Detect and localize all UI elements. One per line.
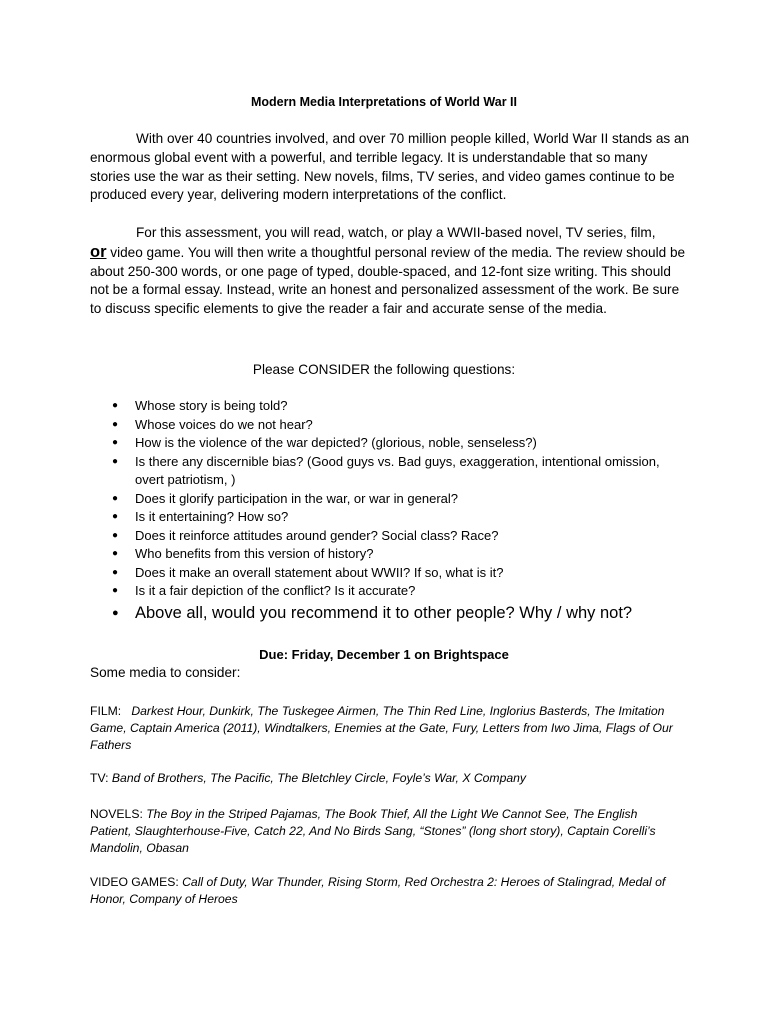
some-media-heading: Some media to consider:	[90, 665, 241, 680]
intro-text: With over 40 countries involved, and over 70 million people killed, World War II stands as an enormous global event with a powerful, and terrible legacy. It is understandable that so many stories use the war as their setting. New novels, films, TV series, and video games continue to be produced every year, delivering modern interpretations of the conflict.	[90, 131, 690, 203]
assessment-text-before: For this assessment, you will read, watch, or play a WWII-based novel, TV series, film,	[136, 225, 656, 240]
media-novels-label: NOVELS:	[90, 807, 143, 821]
question-item: ● Whose voices do we not hear?	[110, 416, 670, 435]
question-item: ● Does it reinforce attitudes around gender? Social class? Race?	[110, 527, 670, 546]
media-video-games-works: Call of Duty, War Thunder, Rising Storm, Red Orchestra 2: Heroes of Stalingrad, Medal of Honor, Company of Heroes	[90, 875, 666, 907]
question-item-recommend: ● Above all, would you recommend it to other people? Why / why not?	[110, 601, 670, 625]
media-tv	[90, 770, 680, 787]
media-novels	[90, 806, 680, 858]
question-item: ● Is it entertaining? How so?	[110, 508, 670, 527]
media-film-works: Darkest Hour, Dunkirk, The Tuskegee Airmen, The Thin Red Line, Inglorius Basterds, The Imitation Game, Captain America (2011), Windtalkers, Enemies at the Gate, Fury, Letters from Iwo Jima, Flags of Our Fathers	[90, 704, 673, 753]
question-item: ● Does it make an overall statement about WWII? If so, what is it?	[110, 564, 670, 583]
assessment-or-emphasis: or	[90, 242, 107, 261]
media-novels-works: The Boy in the Striped Pajamas, The Book Thief, All the Light We Cannot See, The English Patient, Slaughterhouse-Five, Catch 22, And No Birds Sang, “Stones” (long short story), Captain Corelli’s Mandolin, Obasan	[90, 807, 656, 856]
document-title: Modern Media Interpretations of World War II	[251, 95, 517, 109]
assessment-text-after: video game. You will then write a thoughtful personal review of the media. The review should be about 250-300 words, or one page of typed, double-spaced, and 12-font size writing. This should not be a formal essay. Instead, write an honest and personalized assessment of the work. Be sure to discuss specific elements to give the reader a fair and accurate sense of the media.	[90, 244, 686, 317]
media-film	[90, 703, 680, 755]
question-item: ● Who benefits from this version of history?	[110, 545, 670, 564]
media-video-games-label: VIDEO GAMES:	[90, 875, 179, 889]
media-video-games	[90, 874, 680, 908]
intro-paragraph	[90, 130, 690, 205]
question-list	[110, 397, 670, 625]
question-item: ● Does it glorify participation in the war, or war in general?	[110, 490, 670, 509]
media-film-label: FILM:	[90, 704, 122, 718]
question-item: ● Is it a fair depiction of the conflict? Is it accurate?	[110, 582, 670, 601]
media-tv-works: Band of Brothers, The Pacific, The Bletchley Circle, Foyle’s War, X Company	[111, 771, 527, 785]
due-date: Due: Friday, December 1 on Brightspace	[259, 647, 509, 662]
consider-heading: Please CONSIDER the following questions:	[252, 362, 516, 377]
question-item: ● Is there any discernible bias? (Good guys vs. Bad guys, exaggeration, intentional omission, overt patriotism, )	[110, 453, 670, 490]
media-tv-label: TV:	[90, 771, 109, 785]
question-item: ● How is the violence of the war depicted? (glorious, noble, senseless?)	[110, 434, 670, 453]
question-item: ● Whose story is being told?	[110, 397, 670, 416]
assessment-paragraph	[90, 224, 690, 319]
